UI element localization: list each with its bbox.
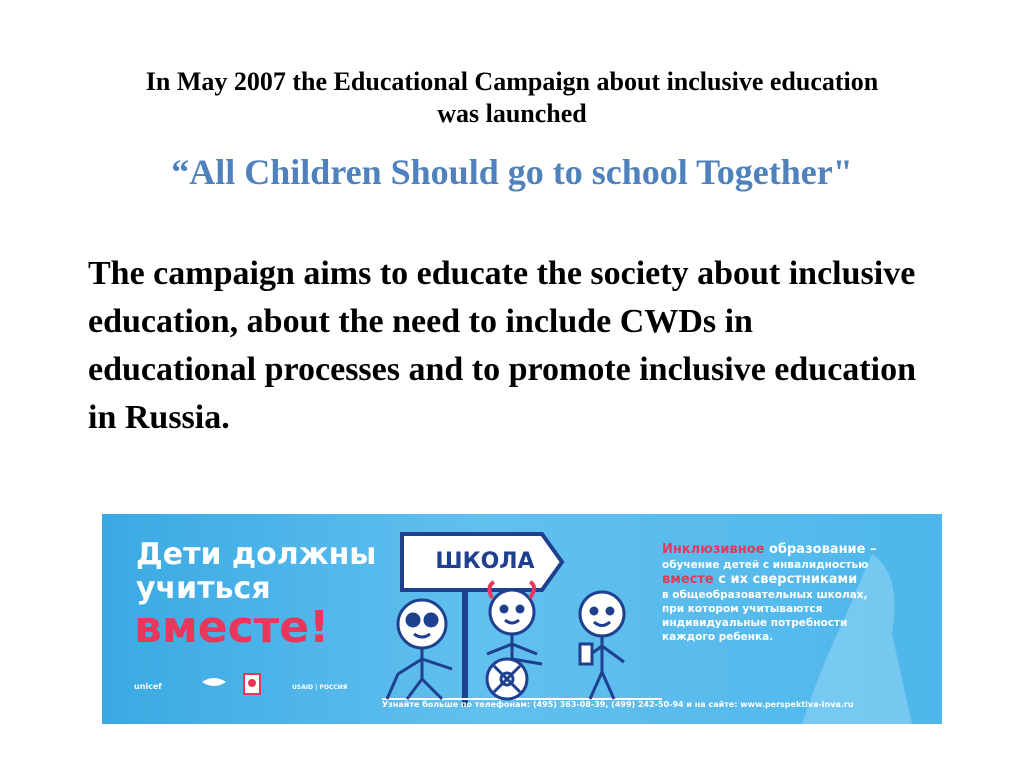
- banner-slogan-line-2: учиться: [136, 571, 271, 606]
- definition-vmeste-pink: вместе: [662, 572, 714, 587]
- slide-heading: [0, 66, 1024, 130]
- banner-slogan-line-3: вместе!: [134, 602, 330, 653]
- definition-title-pink: Инклюзивное: [662, 542, 765, 557]
- definition-line: обучение детей с инвалидностью: [662, 559, 869, 571]
- heading-line-1: In May 2007 the Educational Campaign about inclusive education: [145, 67, 879, 96]
- campaign-slogan: “All Children Should go to school Together": [171, 152, 853, 192]
- banner-slogan-line-1: Дети должны: [136, 537, 377, 572]
- campaign-description: The campaign aims to educate the society about inclusive education, about the need to include CWDs in educational processes and to promote inclusive education in Russia.: [88, 255, 916, 436]
- child-icon: [580, 592, 624, 699]
- usaid-logo: USAID | РОССИЯ: [292, 684, 348, 691]
- definition-title-white: образование –: [764, 542, 877, 557]
- definition-line: индивидуальные потребности: [662, 617, 848, 629]
- child-wheelchair-icon: [487, 582, 542, 699]
- unicef-logo: unicef: [134, 682, 162, 691]
- banner-footer-contacts: Узнайте больше по телефонам: (495) 363-08-39, (499) 242-50-94 и на сайте: www.perspektiva-inva.ru: [382, 700, 854, 709]
- heading-line-2: was launched: [437, 99, 587, 128]
- child-glasses-icon: [387, 600, 452, 699]
- definition-vmeste-line: [662, 572, 937, 588]
- definition-vmeste-white: с их сверстниками: [713, 572, 858, 587]
- banner-definition: [662, 542, 937, 644]
- sign-pole: [462, 576, 468, 706]
- definition-title: [662, 542, 937, 558]
- definition-line: при котором учитываются: [662, 603, 823, 615]
- definition-line: каждого ребенка.: [662, 631, 774, 643]
- campaign-banner: [102, 514, 942, 724]
- logo-bird-icon: [202, 678, 226, 686]
- definition-line: в общеобразовательных школах,: [662, 589, 868, 601]
- school-sign-label: ШКОЛА: [435, 549, 535, 574]
